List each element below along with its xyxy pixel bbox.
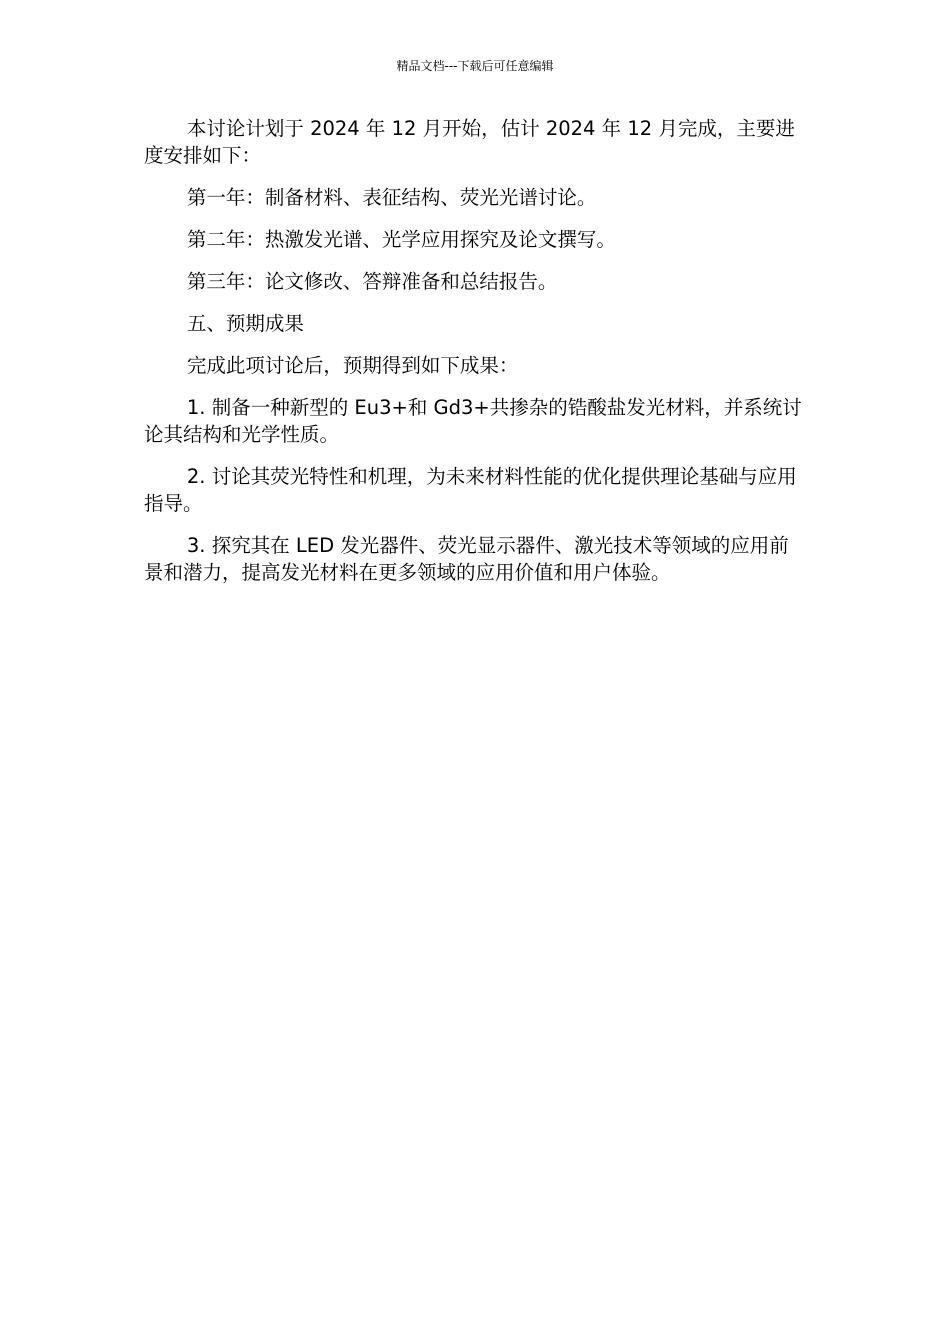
paragraph-result-one: 1. 制备一种新型的 Eu3+和 Gd3+共掺杂的锆酸盐发光材料，并系统讨论其结构和光学性质。 xyxy=(144,396,802,446)
paragraph-year-three: 第三年：论文修改、答辩准备和总结报告。 xyxy=(186,270,558,293)
paragraph-year-two: 第二年：热激发光谱、光学应用探究及论文撰写。 xyxy=(186,228,616,251)
paragraph-result-three: 3. 探究其在 LED 发光器件、荧光显示器件、激光技术等领域的应用前景和潜力，提高发光材料在更多领域的应用价值和用户体验。 xyxy=(144,534,789,584)
paragraph-results-intro: 完成此项讨论后，预期得到如下成果： xyxy=(186,354,519,377)
paragraph-year-one: 第一年：制备材料、表征结构、荧光光谱讨论。 xyxy=(186,186,597,209)
document-body xyxy=(144,115,808,601)
paragraph-schedule-intro: 本讨论计划于 2024 年 12 月开始，估计 2024 年 12 月完成，主要进度安排如下： xyxy=(144,117,795,167)
section-heading-expected-results: 五、预期成果 xyxy=(186,312,304,335)
page-header: 精品文档---下载后可任意编辑 xyxy=(396,59,554,73)
paragraph-result-two: 2. 讨论其荧光特性和机理，为未来材料性能的优化提供理论基础与应用指导。 xyxy=(144,465,797,515)
